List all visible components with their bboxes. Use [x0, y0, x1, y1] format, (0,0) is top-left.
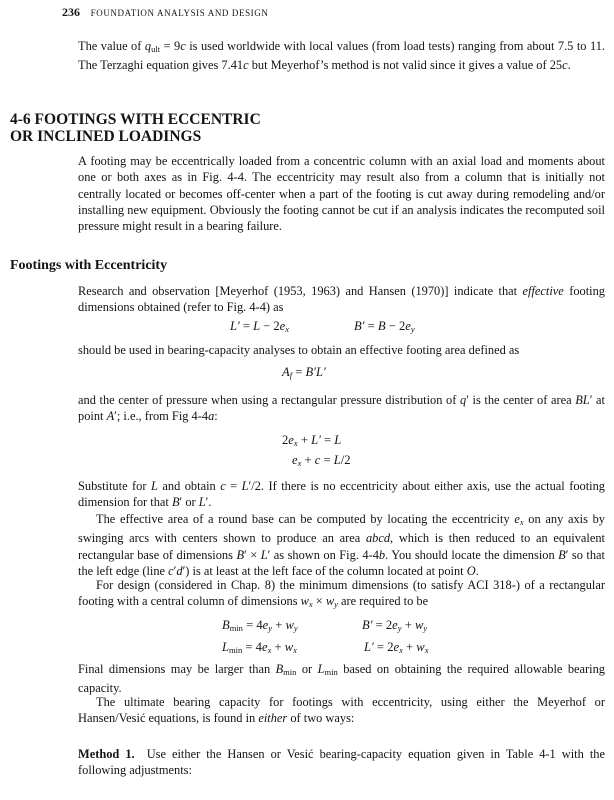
equation-b-prime: $B' = B - 2e_y$	[354, 319, 415, 334]
equation-l-prime: $L' = L - 2e_x$	[230, 319, 290, 334]
equation-center-1: $2e_x + L' = L$	[282, 433, 342, 448]
running-title: FOUNDATION ANALYSIS AND DESIGN	[90, 8, 269, 18]
method-1-paragraph	[78, 746, 605, 779]
equation-l-prime-design: $L' = 2e_x + w_x$	[364, 640, 429, 655]
page-number: 236	[62, 5, 80, 19]
equation-b-min: $B_{min} = 4e_y + w_y$	[222, 618, 298, 633]
method-text: Use either the Hansen or Vesić bearing-capacity equation given in Table 4-1 with the following adjustments:	[78, 747, 605, 778]
paragraph-substitute: Substitute for L and obtain c = L′/2. If there is no eccentricity about either axis, use the actual footing dimension for that B′ or L′.	[78, 479, 606, 510]
section-title-line1: FOOTINGS WITH ECCENTRIC	[34, 111, 261, 128]
equation-l-min: $L_{min} = 4e_x + w_x$	[222, 640, 297, 655]
equation-b-prime-design: $B' = 2e_y + w_y$	[362, 618, 428, 633]
running-header	[62, 5, 268, 20]
method-label: Method 1.	[78, 747, 135, 761]
equation-effective-area: $A_f = B'L'$	[282, 365, 326, 380]
section-title-line2: OR INCLINED LOADINGS	[10, 128, 202, 145]
paragraph-round-base: The effective area of a round base can be computed by locating the eccentricity $e_x$ on any axis by swinging arcs with centers shown to produce an area abcd, which is then reduced to an equivalent rectangular base of dimensions B′ × L′ as shown on Fig. 4-4b. You should locate the dimension B′ so that the left edge (line c′d′) is at least at the left face of the column located at point O.	[78, 512, 605, 578]
paragraph-effective-dimensions: Research and observation [Meyerhof (1953, 1963) and Hansen (1970)] indicate that effective footing dimensions obtained (refer to Fig. 4-4) as	[78, 284, 605, 315]
paragraph-center-of-pressure: and the center of pressure when using a rectangular pressure distribution of q′ is the center of area BL′ at point A′; i.e., from Fig 4-4a:	[78, 393, 605, 424]
equation-center-2: $e_x + c = L/2$	[292, 453, 351, 468]
paragraph-design-minimum: For design (considered in Chap. 8) the minimum dimensions (to satisfy ACI 318-) of a rectangular footing with a central column of dimensions $w_x \times w_y$ are required to be	[78, 578, 605, 610]
subsection-heading: Footings with Eccentricity	[10, 258, 168, 273]
paragraph-ultimate-capacity: The ultimate bearing capacity for footings with eccentricity, using either the Meyerhof or Hansen/Vesić equations, is found in either of two ways:	[78, 695, 605, 726]
paragraph-final-dimensions: Final dimensions may be larger than $B_{min}$ or $L_{min}$ based on obtaining the required allowable bearing capacity.	[78, 662, 605, 696]
section-number: 4-6	[10, 111, 31, 128]
section-heading	[10, 111, 261, 145]
intro-paragraph: The value of $q_{ult} = 9c$ is used worldwide with local values (from load tests) ranging from about 7.5 to 11. The Terzaghi equation gives 7.41c but Meyerhof’s method is not valid since it gives a value of 25c.	[78, 39, 605, 73]
section-paragraph: A footing may be eccentrically loaded from a concentric column with an axial load and moments about one or both axes as in Fig. 4-4. The eccentricity may result also from a column that is initially not centrally located or becomes off-center when a part of the footing is cut away during remodeling and/or installing new equipment. Obviously the footing cannot be cut if an analysis indicates the recomputed soil pressure might result in a bearing failure.	[78, 154, 605, 234]
paragraph-effective-area: should be used in bearing-capacity analyses to obtain an effective footing area defined as	[78, 343, 520, 357]
